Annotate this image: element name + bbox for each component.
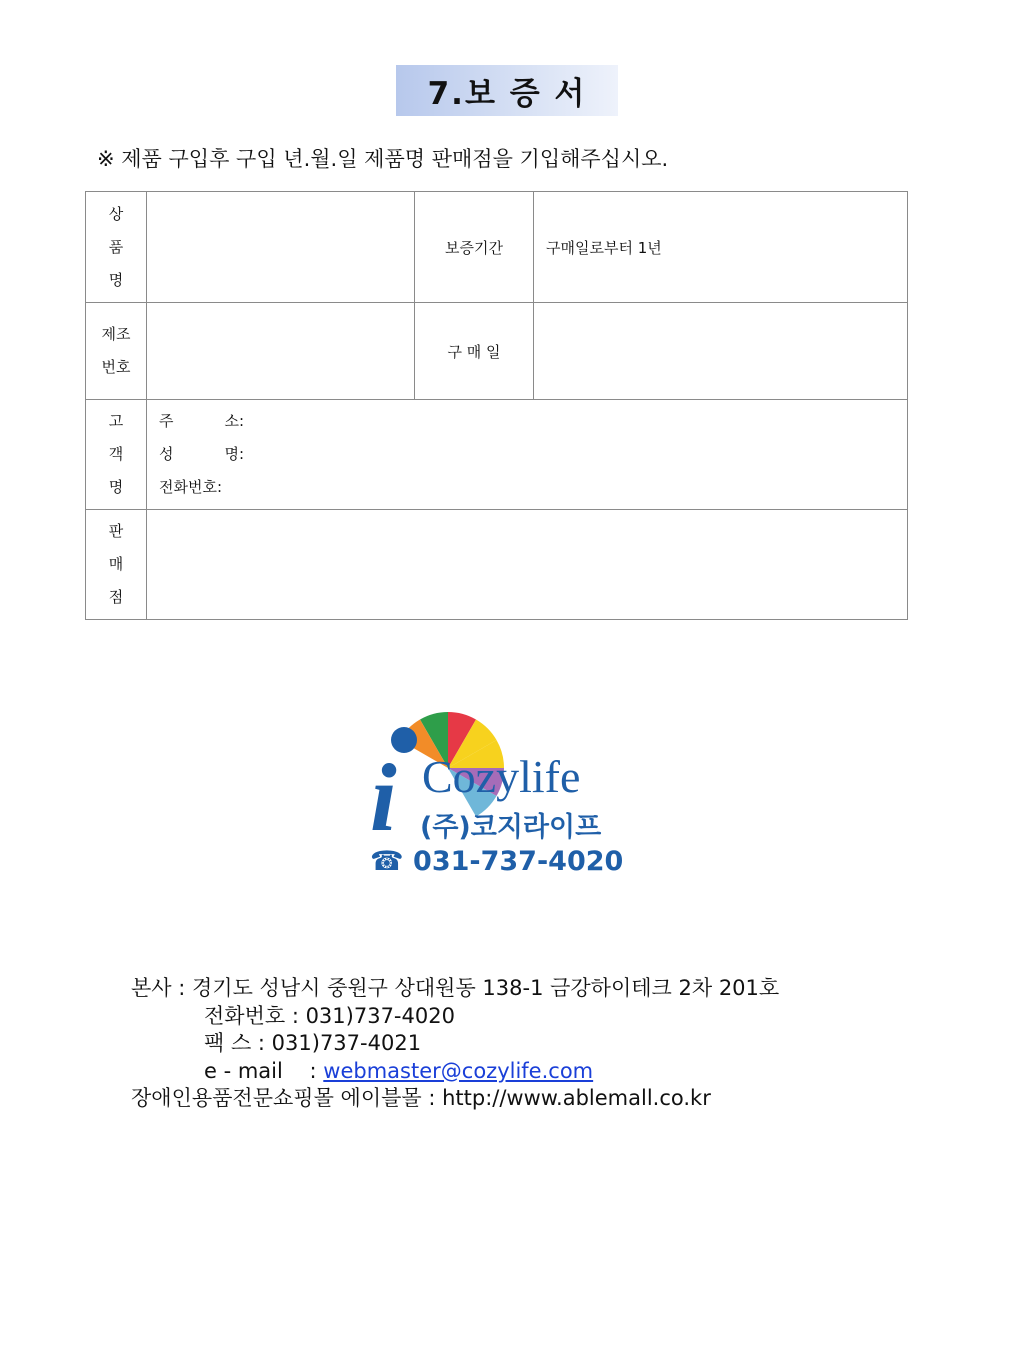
warranty-period-label: 보증기간	[415, 192, 534, 303]
product-name-label: 상 품 명	[86, 192, 147, 303]
purchase-date-field[interactable]	[534, 303, 908, 400]
phone-line: 전화번호 :	[159, 478, 223, 496]
dealer-label: 판 매 점	[86, 510, 147, 620]
email-info: e - mail : webmaster@cozylife.com	[204, 1058, 594, 1083]
warranty-period-value: 구매일로부터 1년	[534, 192, 908, 303]
company-info	[131, 975, 779, 1113]
logo-brand-text: Cozylife	[422, 751, 581, 802]
hq-address: 본사 : 경기도 성남시 중원구 상대원동 138-1 금강하이테크 2차 201호	[131, 976, 780, 1000]
cozylife-logo	[368, 708, 624, 878]
address-line: 주 소 :	[159, 412, 245, 430]
phone-info: 전화번호 : 031)737-4020	[204, 1003, 455, 1028]
table-row	[86, 400, 908, 510]
customer-label: 고 객 명	[86, 400, 147, 510]
email-link[interactable]: webmaster@cozylife.com	[323, 1058, 594, 1083]
purchase-date-label: 구 매 일	[415, 303, 534, 400]
customer-info-field[interactable]	[147, 400, 908, 510]
warranty-form-table	[85, 191, 908, 620]
table-row	[86, 510, 908, 620]
document-title: 7.보 증 서	[396, 65, 618, 116]
logo-korean-name: (주)코지라이프	[420, 812, 602, 843]
table-row	[86, 192, 908, 303]
logo-initial: i	[370, 744, 397, 851]
product-name-field[interactable]	[147, 192, 415, 303]
instruction-notice: ※ 제품 구입후 구입 년.월.일 제품명 판매점을 기입해주십시오.	[97, 147, 669, 171]
serial-number-field[interactable]	[147, 303, 415, 400]
logo-phone: ☎ 031-737-4020	[370, 846, 624, 877]
name-line: 성 명 :	[159, 445, 245, 463]
dealer-field[interactable]	[147, 510, 908, 620]
serial-number-label: 제조 번호	[86, 303, 147, 400]
fax-info: 팩 스 : 031)737-4021	[204, 1031, 422, 1055]
mall-info: 장애인용품전문쇼핑몰 에이블몰 : http://www.ablemall.co.kr	[131, 1086, 711, 1110]
table-row	[86, 303, 908, 400]
